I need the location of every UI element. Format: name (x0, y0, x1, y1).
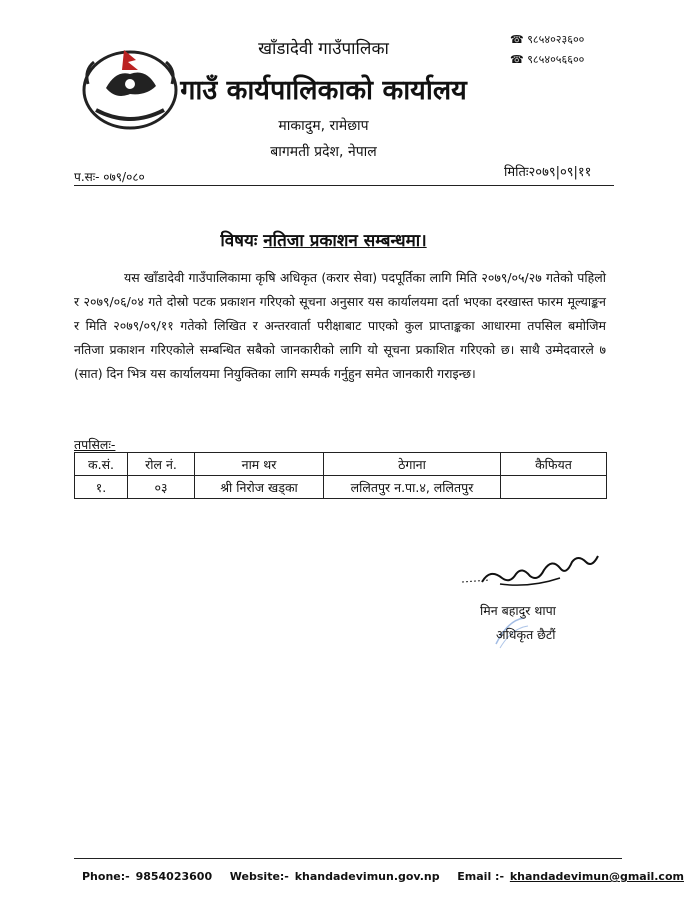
phone-1: ☎ ९८५४०२३६०० (510, 33, 585, 46)
footer-phone: 9854023600 (135, 870, 213, 883)
address-line-1: माकादुम, रामेछाप (278, 118, 369, 134)
col-header-sn: क.सं. (75, 453, 128, 476)
cell-remarks (501, 476, 607, 499)
table-row (75, 476, 607, 499)
footer-website-link[interactable]: khandadevimun.gov.np (294, 870, 440, 883)
footer-phone-label: Phone:- (82, 870, 130, 883)
table-header-row (75, 453, 607, 476)
signatory-name: मिन बहादुर थापा (480, 603, 556, 618)
cell-address: ललितपुर न.पा.४, ललितपुर (324, 476, 501, 499)
footer-contact (82, 870, 684, 883)
cell-name: श्री निरोज खड्का (195, 476, 324, 499)
footer-email-link[interactable]: khandadevimun@gmail.com (509, 870, 684, 883)
footer-email-label: Email :- (457, 870, 505, 883)
municipality-name: खाँडादेवी गाउँपालिका (258, 39, 389, 59)
phone-2: ☎ ९८५४०५६६०० (510, 53, 585, 66)
col-header-roll: रोल नं. (128, 453, 195, 476)
footer-divider (74, 858, 622, 859)
signature-image (460, 548, 610, 596)
footer-website-label: Website:- (229, 870, 289, 883)
cell-sn: १. (75, 476, 128, 499)
details-label: तपसिलः- (74, 437, 116, 452)
notice-body: यस खाँडादेवी गाउँपालिकामा कृषि अधिकृत (करार सेवा) पदपूर्तिका लागि मिति २०७९/०५/२७ गतेको पहिलो र २०७९/०६/०४ गते दोस्रो पटक प्रकाशन गरिएको सूचना अनुसार यस कार्यालयमा दर्ता भएका दरखास्त फारम मूल्याङ्कन र मिति २०७९/०९/११ गतेको लिखित र अन्तरवार्ता परीक्षाबाट पाएको कुल प्राप्ताङ्कका आधारमा तपसिल बमोजिम नतिजा प्रकाशन गरिएकोले सम्बन्धित सबैको जानकारीको लागि यो सूचना प्रकाशित गरिएको छ। साथै उम्मेदवारले ७ (सात) दिन भित्र यस कार्यालयमा नियुक्तिका लागि सम्पर्क गर्नुहुन समेत जानकारी गराइन्छ। (74, 270, 606, 381)
header-divider (74, 185, 614, 186)
subject-label: विषयः (220, 231, 258, 251)
reference-number: प.सः- ०७९/०८० (74, 170, 145, 184)
office-title: गाउँ कार्यपालिकाको कार्यालय (180, 75, 467, 106)
subject-text: नतिजा प्रकाशन सम्बन्धमा। (263, 231, 427, 251)
phone-numbers (510, 30, 584, 70)
col-header-name: नाम थर (195, 453, 324, 476)
subject-line (0, 228, 647, 251)
cell-roll: ०३ (128, 476, 195, 499)
address-line-2: बागमती प्रदेश, नेपाल (270, 144, 377, 160)
signatory-post: अधिकृत छैटौं (496, 627, 556, 642)
letter-date: मितिः२०७९|०९|११ (504, 165, 592, 180)
result-table (74, 452, 607, 499)
col-header-address: ठेगाना (324, 453, 501, 476)
col-header-remarks: कैफियत (501, 453, 607, 476)
